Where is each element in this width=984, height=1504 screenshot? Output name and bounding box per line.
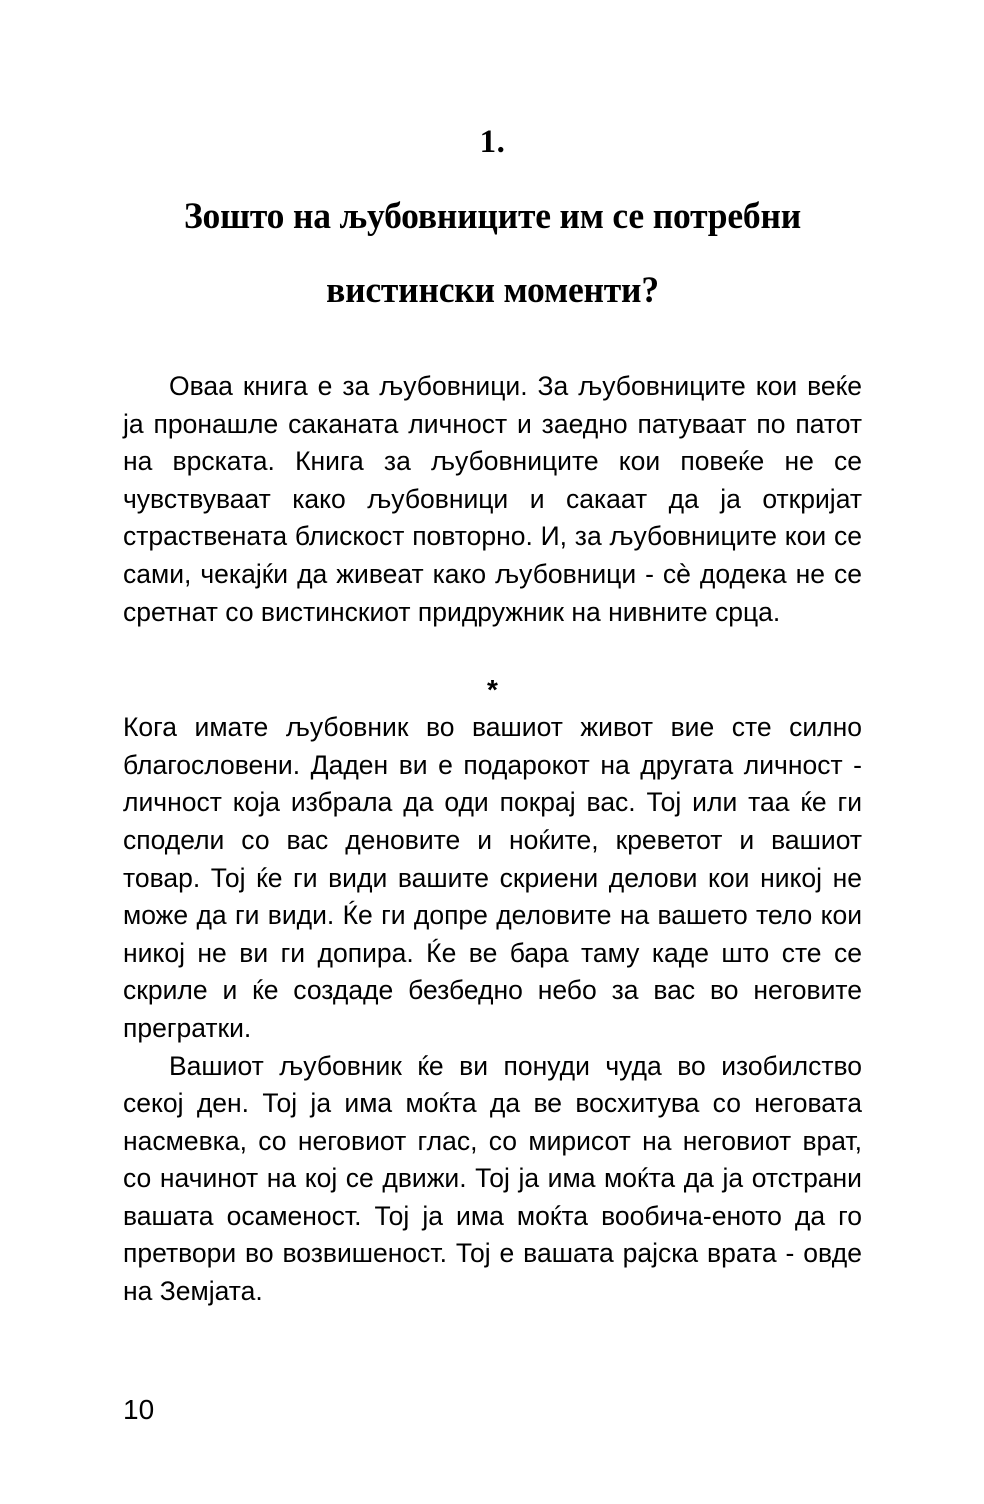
chapter-title-line-2: вистински моменти? — [326, 270, 659, 311]
chapter-title — [138, 180, 847, 328]
chapter-number: 1. — [479, 124, 506, 160]
chapter-heading — [123, 122, 862, 328]
page-number: 10 — [123, 1394, 155, 1425]
paragraph-3: Вашиот љубовник ќе ви понуди чуда во изобилство секој ден. Тој ја има моќта да ве восхитува со неговата насмевка, со неговиот глас, со мирисот на неговиот врат, со начинот на кој се движи. Тој ја има моќта да ја отстрани вашата осаменост. Тој ја има моќта вообича-еното да го претвори во возвишеност. Тој е вашата рајска врата - овде на Земјата. — [123, 1050, 862, 1307]
body-text-column — [123, 368, 862, 1311]
paragraph-2: Кога имате љубовник во вашиот живот вие сте силно благословени. Даден ви е подарокот на другата личност - личност која избрала да оди покрај вас. Тој или таа ќе ги сподели со вас деновите и ноќите, креветот и вашиот товар. Тој ќе ги види вашите скриени делови кои никој не може да ги види. Ќе ги допре деловите на вашето тело кои никој не ви ги допира. Ќе ве бара таму каде што сте се скриле и ќе создаде безбедно небо за вас во неговите прегратки. — [123, 712, 862, 1043]
section-separator-asterisk: * — [487, 674, 498, 706]
paragraph-1: Оваа книга е за љубовници. За љубовниците кои веќе ја пронашле саканата личност и заедно патуваат по патот на врската. Книга за љубовниците кои повеќе не се чувствуваат како љубовници и сакаат да ја откријат страствената блискост повторно. И, за љубовниците кои се сами, чекајќи да живеат како љубовници - сѐ додека не се сретнат со вистинскиот придружник на нивните срца. — [123, 371, 862, 627]
chapter-title-line-1: Зошто на љубовниците им се потребни — [183, 196, 802, 237]
